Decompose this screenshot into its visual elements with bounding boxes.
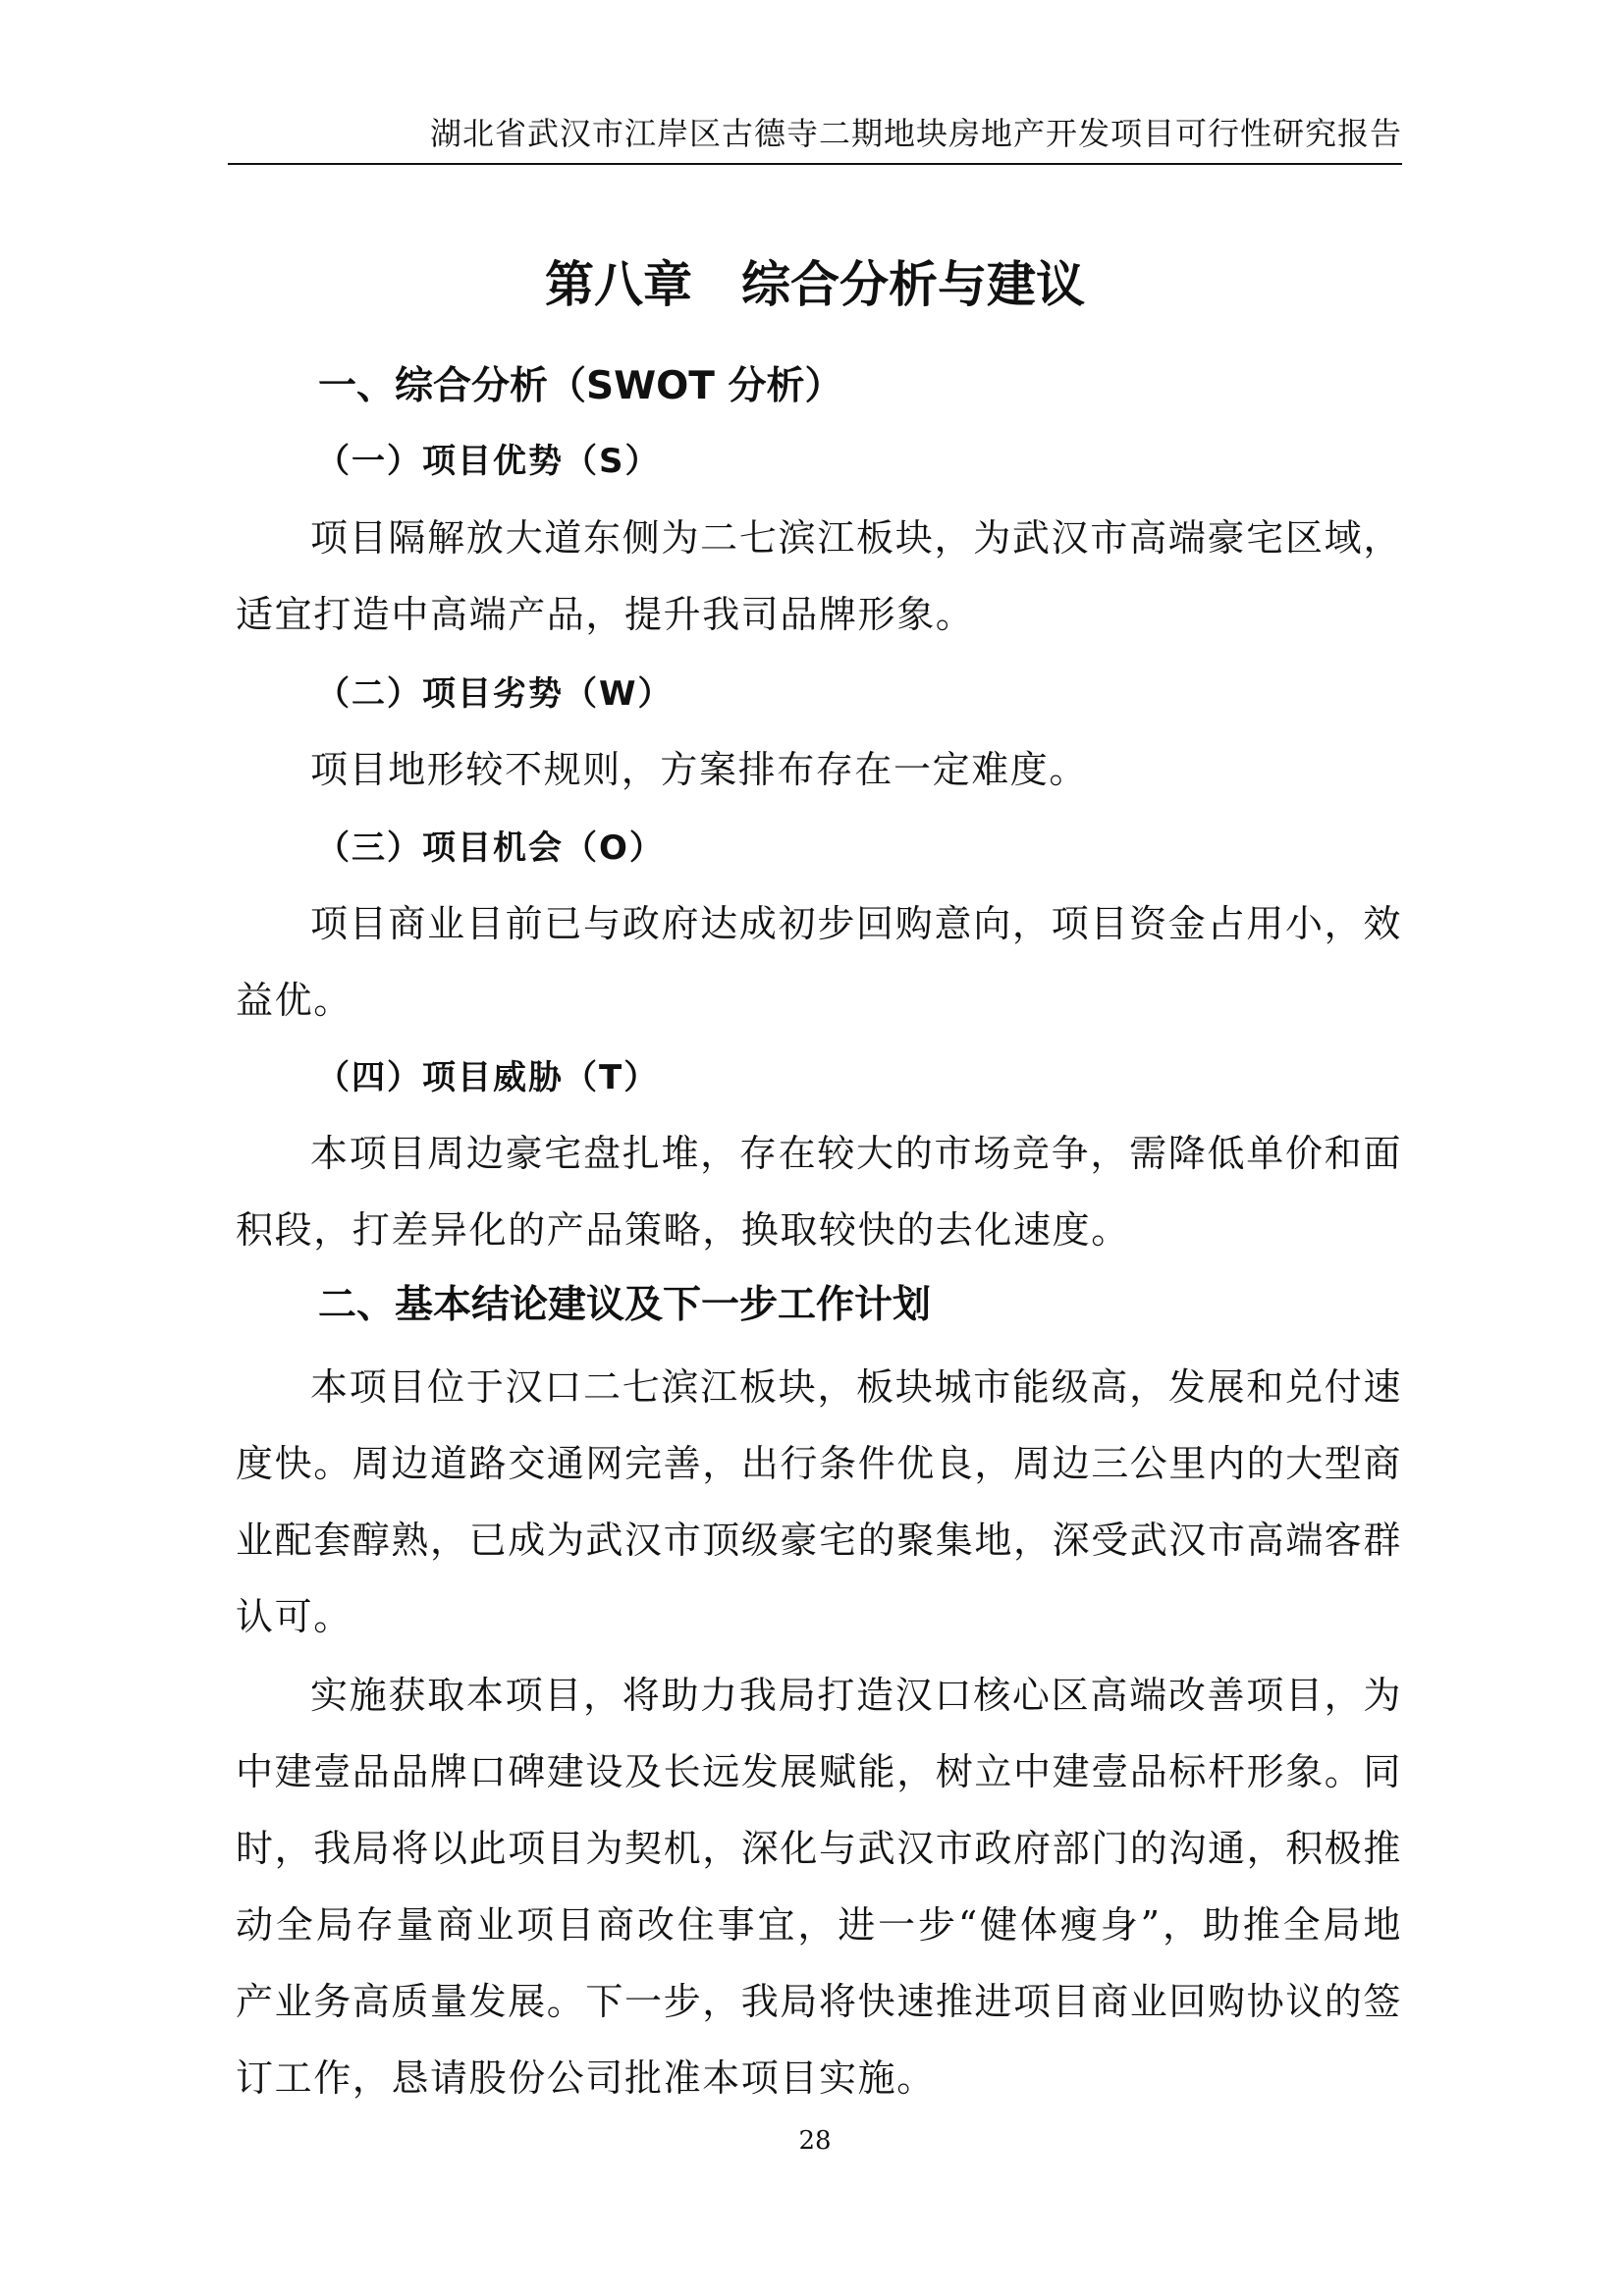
paragraph-threats: 本项目周边豪宅盘扎堆，存在较大的市场竞争，需降低单价和面积段，打差异化的产品策略，换取较快的去化速度。	[236, 1132, 1402, 1252]
paragraph-conclusion-1: 本项目位于汉口二七滨江板块，板块城市能级高，发展和兑付速度快。周边道路交通网完善，出行条件优良，周边三公里内的大型商业配套醇熟，已成为武汉市顶级豪宅的聚集地，深受武汉市高端客群认可。	[236, 1365, 1403, 1638]
page-number: 28	[798, 2126, 832, 2156]
section-heading-swot: 一、综合分析（SWOT 分析）	[318, 364, 843, 408]
paragraph-strengths: 项目隔解放大道东侧为二七滨江板块，为武汉市高端豪宅区域，适宜打造中高端产品，提升我司品牌形象。	[236, 516, 1402, 636]
subheading-opportunities: （三）项目机会（O）	[316, 828, 665, 868]
subheading-weaknesses: （二）项目劣势（W）	[316, 674, 674, 714]
paragraph-conclusion-2: 实施获取本项目，将助力我局打造汉口核心区高端改善项目，为中建壹品品牌口碑建设及长远发展赋能，树立中建壹品标杆形象。同时，我局将以此项目为契机，深化与武汉市政府部门的沟通，积极推动全局存量商业项目商改住事宜，进一步“健体瘦身”，助推全局地产业务高质量发展。下一步，我局将快速推进项目商业回购协议的签订工作，恳请股份公司批准本项目实施。	[236, 1674, 1403, 2100]
header-divider	[228, 163, 1402, 165]
paragraph-opportunities: 项目商业目前已与政府达成初步回购意向，项目资金占用小，效益优。	[236, 902, 1402, 1022]
running-header: 湖北省武汉市江岸区古德寺二期地块房地产开发项目可行性研究报告	[429, 115, 1402, 152]
section-heading-conclusions: 二、基本结论建议及下一步工作计划	[318, 1283, 932, 1327]
subheading-strengths: （一）项目优势（S）	[316, 442, 661, 481]
chapter-title: 第八章 综合分析与建议	[545, 256, 1085, 313]
paragraph-weaknesses: 项目地形较不规则，方案排布存在一定难度。	[310, 748, 1089, 791]
subheading-threats: （四）项目威胁（T）	[316, 1058, 660, 1097]
